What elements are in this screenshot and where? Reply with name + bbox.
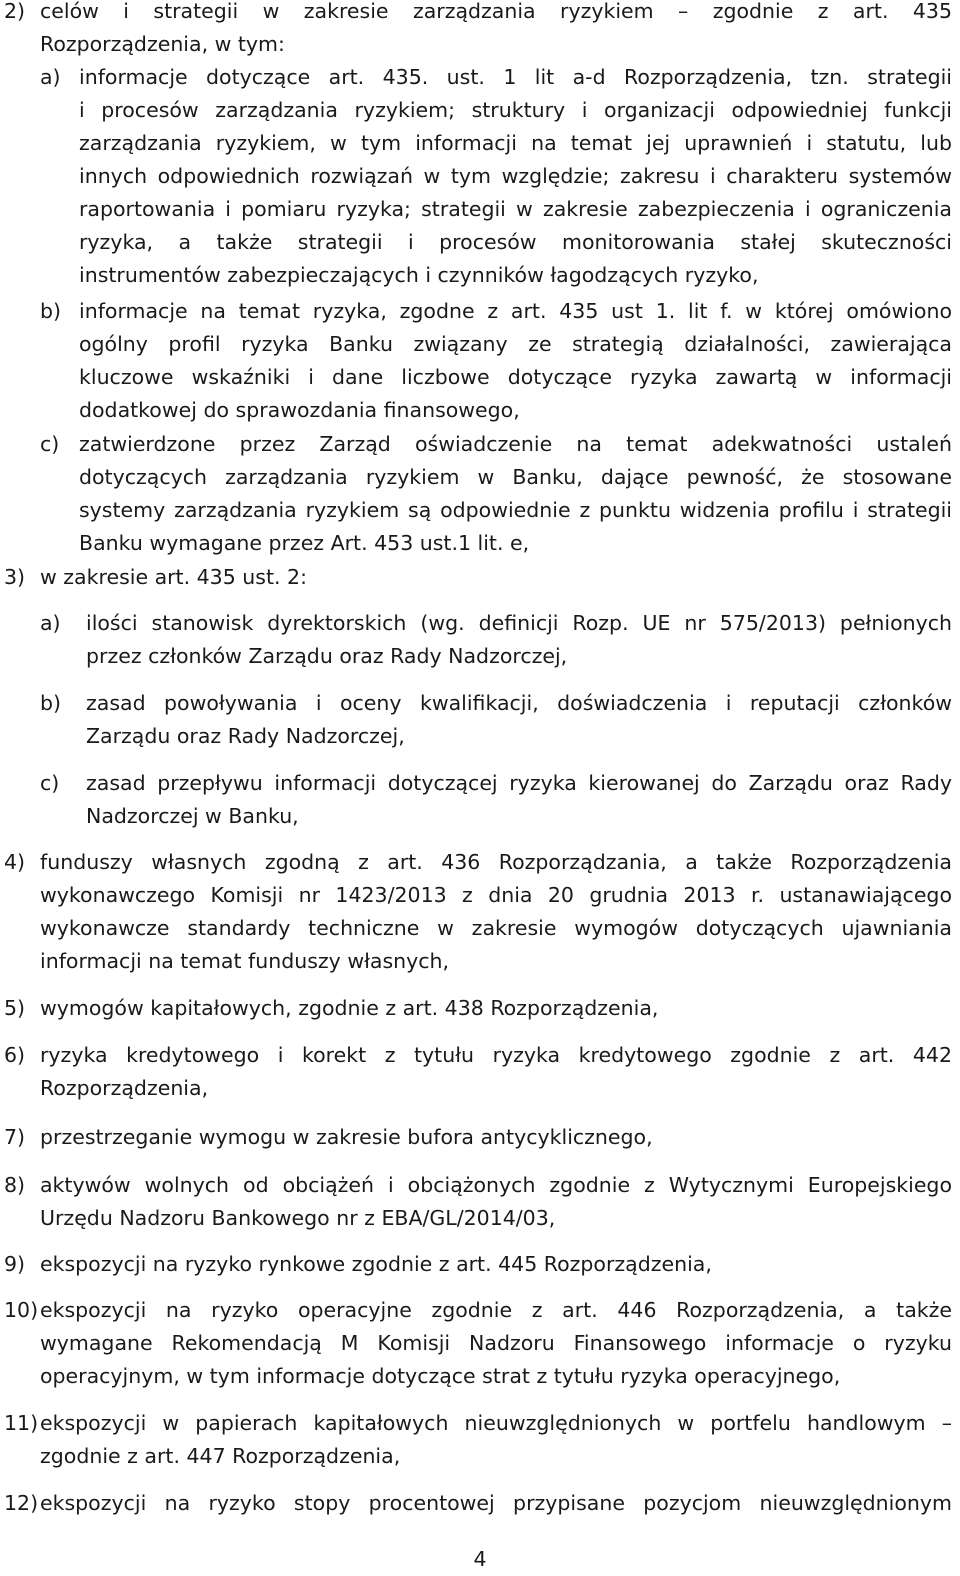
list-number: 4) (4, 850, 26, 874)
list-text (40, 1294, 952, 1393)
list-number: 7) (4, 1125, 26, 1149)
list-item-9 (0, 1248, 952, 1281)
list-text (86, 767, 952, 833)
text-line: wykonawczego Komisji nr 1423/2013 z dnia 20 grudnia 2013 r. ustanawiającego (40, 883, 952, 907)
list-subitem-3a (40, 607, 952, 673)
list-number: 8) (4, 1173, 26, 1197)
list-text (40, 1169, 952, 1235)
list-text (40, 1039, 952, 1105)
list-text (40, 561, 952, 594)
list-text (86, 687, 952, 753)
list-letter: b) (40, 691, 62, 715)
text-line: Urzędu Nadzoru Bankowego nr z EBA/GL/2014/03, (40, 1206, 556, 1230)
text-line: zgodnie z art. 447 Rozporządzenia, (40, 1444, 401, 1468)
list-letter: a) (40, 611, 61, 635)
list-item-7 (0, 1121, 952, 1154)
text-line: przez członków Zarządu oraz Rady Nadzorczej, (86, 644, 568, 668)
text-line: dodatkowej do sprawozdania finansowego, (79, 398, 520, 422)
list-text (79, 428, 952, 560)
list-number: 6) (4, 1043, 26, 1067)
text-line: ogólny profil ryzyka Banku związany ze strategią działalności, zawierająca (79, 332, 952, 356)
list-number: 9) (4, 1252, 26, 1276)
list-text (40, 1487, 952, 1520)
page-number: 4 (473, 1547, 487, 1571)
list-item-2 (0, 0, 952, 61)
list-text (40, 1407, 952, 1473)
text-line: informacje na temat ryzyka, zgodne z art. 435 ust 1. lit f. w której omówiono (79, 299, 952, 323)
text-line: celów i strategii w zakresie zarządzania ryzykiem – zgodnie z art. 435 (40, 0, 952, 23)
text-line: ilości stanowisk dyrektorskich (wg. definicji Rozp. UE nr 575/2013) pełnionych (86, 611, 952, 635)
text-line: innych odpowiednich rozwiązań w tym względzie; zakresu i charakteru systemów (79, 164, 952, 188)
list-number: 11) (4, 1411, 39, 1435)
text-line: wymagane Rekomendacją M Komisji Nadzoru Finansowego informacje o ryzyku (40, 1331, 952, 1355)
text-line: ekspozycji w papierach kapitałowych nieuwzględnionych w portfelu handlowym – (40, 1411, 952, 1435)
text-line: systemy zarządzania ryzykiem są odpowiednie z punktu widzenia profilu i strategii (79, 498, 952, 522)
list-item-5 (0, 992, 952, 1025)
text-line: Rozporządzenia, (40, 1076, 209, 1100)
text-line: ryzyka kredytowego i korekt z tytułu ryzyka kredytowego zgodnie z art. 442 (40, 1043, 952, 1067)
list-subitem-3b (40, 687, 952, 753)
list-subitem-3c (40, 767, 952, 833)
list-text (79, 295, 952, 427)
list-text (40, 1121, 952, 1154)
text-line: zasad przepływu informacji dotyczącej ryzyka kierowanej do Zarządu oraz Rady (86, 771, 952, 795)
list-item-3 (0, 561, 952, 594)
list-number: 2) (4, 0, 26, 23)
text-line: w zakresie art. 435 ust. 2: (40, 565, 307, 589)
list-letter: b) (40, 299, 62, 323)
text-line: wykonawcze standardy techniczne w zakresie wymogów dotyczących ujawniania (40, 916, 952, 940)
list-subitem-2b (40, 295, 952, 427)
list-number: 10) (4, 1298, 39, 1322)
list-number: 12) (4, 1491, 39, 1515)
list-number: 5) (4, 996, 26, 1020)
list-letter: a) (40, 65, 61, 89)
list-letter: c) (40, 771, 60, 795)
text-line: dotyczących zarządzania ryzykiem w Banku, dające pewność, że stosowane (79, 465, 952, 489)
text-line: raportowania i pomiaru ryzyka; strategii w zakresie zabezpieczenia i ograniczenia (79, 197, 952, 221)
list-text (40, 846, 952, 978)
list-item-8 (0, 1169, 952, 1235)
list-text (79, 61, 952, 292)
list-text (40, 0, 952, 61)
text-line: zasad powoływania i oceny kwalifikacji, doświadczenia i reputacji członków (86, 691, 952, 715)
text-line: ekspozycji na ryzyko operacyjne zgodnie z art. 446 Rozporządzenia, a także (40, 1298, 952, 1322)
text-line: aktywów wolnych od obciążeń i obciążonych zgodnie z Wytycznymi Europejskiego (40, 1173, 952, 1197)
list-text (40, 1248, 952, 1281)
text-line: informacje dotyczące art. 435. ust. 1 lit a-d Rozporządzenia, tzn. strategii (79, 65, 952, 89)
list-item-10 (0, 1294, 952, 1393)
list-text (86, 607, 952, 673)
text-line: Rozporządzenia, w tym: (40, 32, 285, 56)
list-item-6 (0, 1039, 952, 1105)
list-item-11 (0, 1407, 952, 1473)
text-line: przestrzeganie wymogu w zakresie bufora antycyklicznego, (40, 1125, 653, 1149)
text-line: zarządzania ryzykiem, w tym informacji na temat jej uprawnień i statutu, lub (79, 131, 952, 155)
text-line: kluczowe wskaźniki i dane liczbowe dotyczące ryzyka zawartą w informacji (79, 365, 952, 389)
text-line: funduszy własnych zgodną z art. 436 Rozporządzania, a także Rozporządzenia (40, 850, 952, 874)
text-line: i procesów zarządzania ryzykiem; struktury i organizacji odpowiedniej funkcji (79, 98, 952, 122)
text-line: wymogów kapitałowych, zgodnie z art. 438 Rozporządzenia, (40, 996, 659, 1020)
text-line: Nadzorczej w Banku, (86, 804, 299, 828)
list-text (40, 992, 952, 1025)
text-line: ryzyka, a także strategii i procesów monitorowania stałej skuteczności (79, 230, 952, 254)
text-line: Banku wymagane przez Art. 453 ust.1 lit. e, (79, 531, 530, 555)
text-line: informacji na temat funduszy własnych, (40, 949, 450, 973)
list-letter: c) (40, 432, 60, 456)
list-subitem-2c (40, 428, 952, 560)
text-line: Zarządu oraz Rady Nadzorczej, (86, 724, 405, 748)
list-item-4 (0, 846, 952, 978)
text-line: ekspozycji na ryzyko rynkowe zgodnie z art. 445 Rozporządzenia, (40, 1252, 712, 1276)
text-line: operacyjnym, w tym informacje dotyczące strat z tytułu ryzyka operacyjnego, (40, 1364, 841, 1388)
list-subitem-2a (40, 61, 952, 292)
text-line: instrumentów zabezpieczających i czynników łagodzących ryzyko, (79, 263, 759, 287)
text-line: ekspozycji na ryzyko stopy procentowej przypisane pozycjom nieuwzględnionym (40, 1491, 952, 1515)
text-line: zatwierdzone przez Zarząd oświadczenie na temat adekwatności ustaleń (79, 432, 952, 456)
list-item-12 (0, 1487, 952, 1520)
list-number: 3) (4, 565, 26, 589)
